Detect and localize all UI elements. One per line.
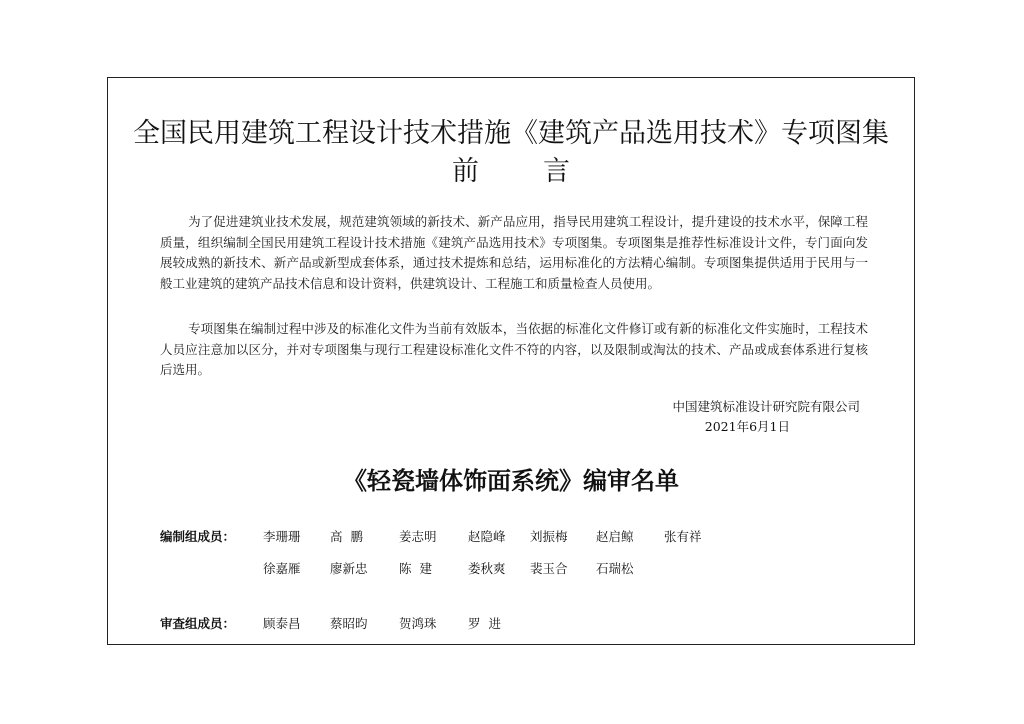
review-member: 罗 进 bbox=[468, 616, 501, 631]
edit-member: 石瑞松 bbox=[596, 561, 634, 576]
edit-member: 高 鹏 bbox=[330, 529, 363, 544]
edit-member: 赵隐峰 bbox=[468, 529, 506, 544]
review-group-label: 审查组成员： bbox=[160, 616, 236, 631]
preface-heading bbox=[108, 156, 914, 188]
edit-member: 徐嘉雁 bbox=[263, 561, 301, 576]
edit-member: 赵启鲸 bbox=[596, 529, 634, 544]
edit-member: 刘振梅 bbox=[530, 529, 568, 544]
edit-member: 裴玉合 bbox=[530, 561, 568, 576]
organization-name: 中国建筑标准设计研究院有限公司 bbox=[672, 399, 860, 414]
preface-heading-right: 言 bbox=[543, 156, 570, 187]
review-member: 顾泰昌 bbox=[263, 616, 301, 631]
edit-member: 娄秋爽 bbox=[468, 561, 506, 576]
document-title: 全国民用建筑工程设计技术措施《建筑产品选用技术》专项图集 bbox=[133, 118, 889, 149]
committee-title: 《轻瓷墙体饰面系统》编审名单 bbox=[343, 467, 679, 495]
preface-paragraph-1 bbox=[160, 212, 868, 294]
preface-heading-left: 前 bbox=[452, 156, 479, 187]
review-member: 蔡昭昀 bbox=[330, 616, 368, 631]
edit-group-label: 编制组成员： bbox=[160, 529, 236, 544]
issue-date: 2021年6月1日 bbox=[704, 419, 790, 434]
edit-member: 姜志明 bbox=[399, 529, 437, 544]
preface-paragraph-2 bbox=[160, 319, 868, 381]
edit-member: 张有祥 bbox=[664, 529, 702, 544]
edit-member: 李珊珊 bbox=[263, 529, 301, 544]
document-frame bbox=[107, 77, 915, 645]
edit-member: 陈 建 bbox=[399, 561, 432, 576]
preface-paragraph-2-text: 专项图集在编制过程中涉及的标准化文件为当前有效版本，当依据的标准化文件修订或有新的标准化文件实施时，工程技术人员应注意加以区分，并对专项图集与现行工程建设标准化文件不符的内容，以及限制或淘汰的技术、产品或成套体系进行复核后选用。 bbox=[160, 321, 868, 377]
signature-block bbox=[672, 397, 860, 437]
review-member: 贺鸿珠 bbox=[399, 616, 437, 631]
preface-paragraph-1-text: 为了促进建筑业技术发展，规范建筑领域的新技术、新产品应用，指导民用建筑工程设计，提升建设的技术水平，保障工程质量，组织编制全国民用建筑工程设计技术措施《建筑产品选用技术》专项图集。专项图集是推荐性标准设计文件，专门面向发展较成熟的新技术、新产品或新型成套体系，通过技术提炼和总结，运用标准化的方法精心编制。专项图集提供适用于民用与一般工业建筑的建筑产品技术信息和设计资料，供建筑设计、工程施工和质量检查人员使用。 bbox=[160, 214, 868, 291]
edit-member: 廖新忠 bbox=[330, 561, 368, 576]
